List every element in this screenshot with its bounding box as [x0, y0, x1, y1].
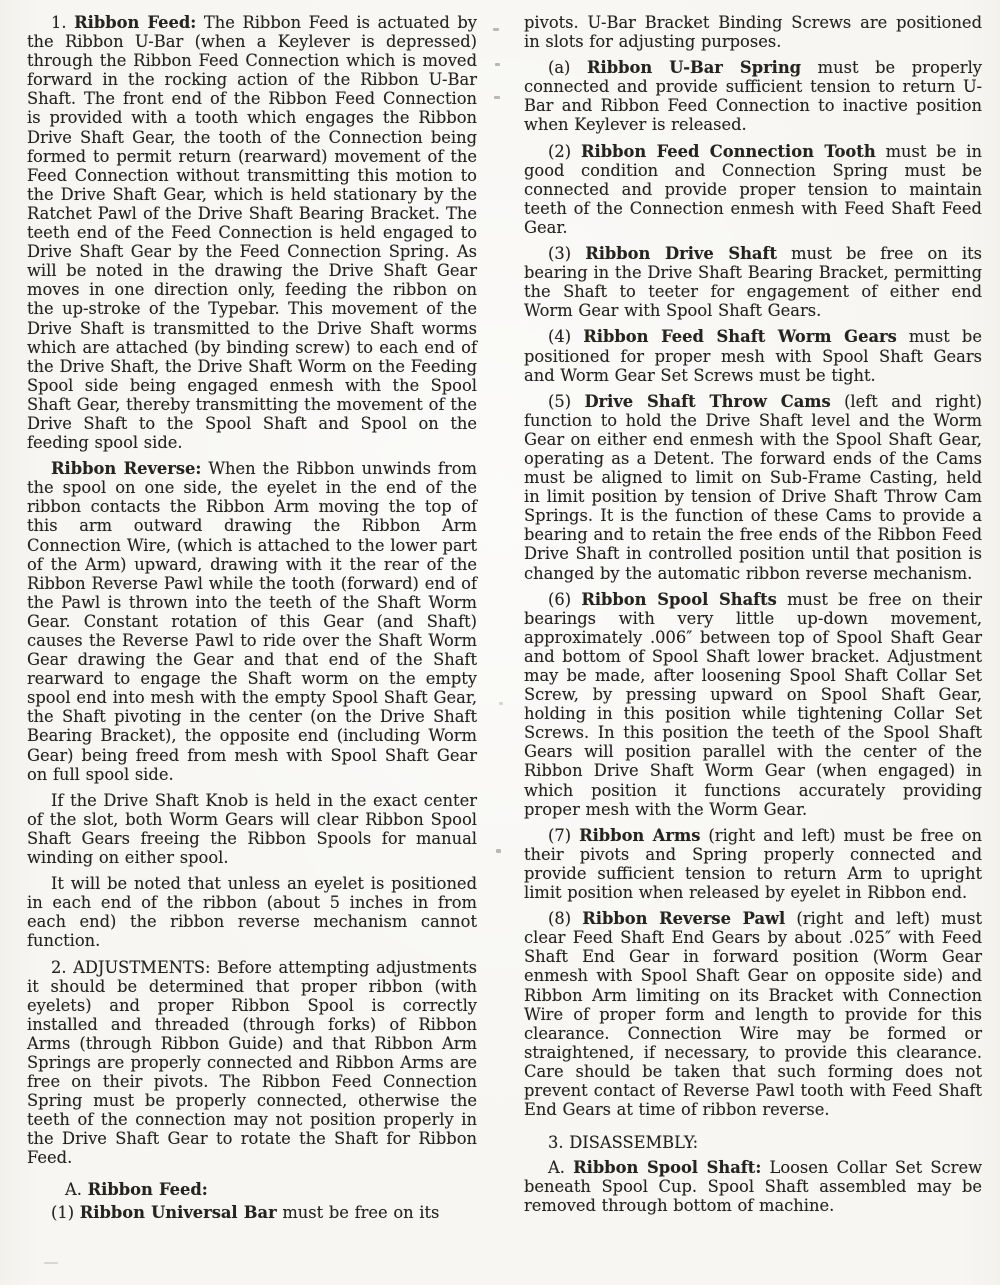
item-6-ribbon-spool-shafts	[524, 590, 982, 819]
text-run: (4)	[548, 327, 584, 347]
para-ribbon-feed	[27, 13, 477, 452]
text-run: When the Ribbon unwinds from the spool on one side, the eyelet in the end of the ribbon contacts the Ribbon Arm moving the top of this arm outward drawing the Ribbon Arm Connection Wire, (which is attached to the lower part of the Arm) upward, drawing with it the rear of the Ribbon Reverse Pawl while the tooth (forward) end of the Pawl is thrown into the teeth of the Shaft Worm Gear. Constant rotation of this Gear (and Shaft) causes the Reverse Pawl to ride over the Shaft Worm Gear drawing the Gear and that end of the Shaft rearward to engage the Shaft worm on the empty spool end into mesh with the empty Spool Shaft Gear, the Shaft pivoting in the center (on the Drive Shaft Bearing Bracket), the opposite end (including Worm Gear) being freed from mesh with Spool Shaft Gear on full spool side.	[27, 459, 477, 784]
bold-run: Ribbon Spool Shaft:	[573, 1158, 762, 1178]
text-run: must be free on its	[276, 1202, 440, 1222]
text-run: (2)	[548, 141, 581, 161]
text-run: (6)	[548, 589, 582, 609]
heading-disassembly	[524, 1133, 982, 1152]
text-run: A.	[548, 1158, 574, 1178]
text-run: If the Drive Shaft Knob is held in the exact center of the slot, both Worm Gears will clear Ribbon Spool Shaft Gears freeing the Ribbon Spools for manual winding on either spool.	[27, 790, 477, 868]
item-1-ribbon-universal-bar	[27, 1203, 477, 1222]
bold-run: Ribbon Feed Shaft Worm Gears	[583, 327, 897, 347]
text-run: A.	[65, 1179, 88, 1199]
text-run: must be properly connected and provide sufficient tension to return U-Bar and Ribbon Feed Connection to inactive position when Keylever is released.	[524, 58, 982, 135]
scan-speck	[495, 63, 500, 66]
para-pivots-continuation	[524, 13, 982, 51]
text-run: must be free on their bearings with very little up-down movement, approximately .006″ between top of Spool Shaft Gear and bottom of Spool Shaft lower bracket. Adjustment may be made, after loosening Spool Shaft Collar Set Screw, by pressing upward on Spool Shaft Gear, holding in this position while tightening Collar Set Screws. In this position the teeth of the Spool Shaft Gears will position parallel with the center of the Ribbon Drive Shaft Worm Gear (when engaged) in which position it functions accurately providing proper mesh with the Worm Gear.	[524, 589, 982, 819]
text-run: must be positioned for proper mesh with Spool Shaft Gears and Worm Gear Set Screws must be tight.	[524, 327, 982, 385]
bold-run: Ribbon U-Bar Spring	[587, 58, 802, 78]
bold-run: Ribbon Spool Shafts	[581, 589, 777, 609]
para-ribbon-reverse	[27, 459, 477, 784]
item-4-ribbon-feed-shaft-worm-gears	[524, 327, 982, 384]
scan-speck	[499, 702, 503, 705]
text-run: Loosen Collar Set Screw beneath Spool Cup. Spool Shaft assembled may be removed through bottom of machine.	[524, 1158, 983, 1216]
text-run: The Ribbon Feed is actuated by the Ribbon U-Bar (when a Keylever is depressed) through the Ribbon Feed Connection which is moved forward in the rocking action of the Ribbon U-Bar Shaft. The front end of the Ribbon Feed Connection is provided with a tooth which engages the Ribbon Drive Shaft Gear, the tooth of the Connection being formed to permit return (rearward) movement of the Feed Connection without transmitting this motion to the Drive Shaft Gear, which is held stationary by the Ratchet Pawl of the Drive Shaft Bearing Bracket. The teeth end of the Feed Connection is held engaged to Drive Shaft Gear by the Feed Connection Spring. As will be noted in the drawing the Drive Shaft Gear moves in one direction only, feeding the ribbon on the up-stroke of the Typebar. This movement of the Drive Shaft is transmitted to the Drive Shaft worms which are attached (by binding screw) to each end of the Drive Shaft, the Drive Shaft Worm on the Feeding Spool side being engaged enmesh with the Spool Shaft Gear, thereby transmitting the movement of the Drive Shaft to the Spool Shaft and Spool on the feeding spool side.	[27, 13, 477, 453]
right-column	[524, 13, 982, 1223]
item-3-ribbon-drive-shaft	[524, 244, 982, 320]
item-7-ribbon-arms	[524, 826, 982, 902]
text-run: 1.	[51, 13, 75, 32]
item-a-ribbon-spool-shaft	[524, 1158, 982, 1215]
bold-run: Ribbon Feed Connection Tooth	[580, 141, 876, 161]
bold-run: Ribbon Feed:	[74, 13, 197, 32]
text-run: (right and left) must be free on their pivots and Spring properly connected and provide sufficient tension to return Arm to upright limit position when released by eyelet in Ribbon end.	[524, 825, 982, 903]
left-column	[27, 13, 477, 1229]
text-run: (right and left) must clear Feed Shaft End Gears by about .025″ with Feed Shaft End Gear in forward position (Worm Gear enmesh with Spool Shaft Gear on opposite side) and Ribbon Arm limiting on its Bracket with Connection Wire of proper form and length to provide for this clearance. Connection Wire may be formed or straightened, if necessary, to provide this clearance. Care should be taken that such forming does not prevent contact of Reverse Pawl tooth with Feed Shaft End Gears at time of ribbon reverse.	[524, 909, 982, 1120]
para-adjustments	[27, 958, 477, 1168]
text-run: (8)	[548, 909, 583, 929]
text-run: (3)	[548, 244, 586, 264]
text-run: must be in good condition and Connection Spring must be connected and provide proper tension to maintain teeth of the Connection enmesh with Feed Shaft Feed Gear.	[524, 141, 982, 237]
bold-run: Ribbon Drive Shaft	[585, 244, 777, 264]
para-eyelet-note	[27, 874, 477, 950]
scan-speck	[44, 1262, 58, 1264]
bold-run: Ribbon Universal Bar	[79, 1202, 277, 1222]
item-5-drive-shaft-throw-cams	[524, 392, 982, 583]
bold-run: Ribbon Reverse:	[51, 459, 202, 479]
text-run: It will be noted that unless an eyelet is positioned in each end of the ribbon (about 5 inches in from each end) the ribbon reverse mechanism cannot function.	[27, 874, 477, 951]
text-run: 3. DISASSEMBLY:	[548, 1133, 699, 1153]
text-run: must be free on its bearing in the Drive Shaft Bearing Bracket, permitting the Shaft to teeter for engagement of either end Worm Gear with Spool Shaft Gears.	[524, 244, 982, 321]
bold-run: Ribbon Feed:	[87, 1179, 208, 1199]
text-run: (left and right) function to hold the Drive Shaft level and the Worm Gear on either end enmesh with the Spool Shaft Gear, operating as a Detent. The forward ends of the Cams must be aligned to limit on Sub-Frame Casting, held in limit position by tension of Drive Shaft Throw Cam Springs. It is the function of these Cams to provide a bearing and to retain the free ends of the Ribbon Feed Drive Shaft in controlled position until that position is changed by the automatic ribbon reverse mechanism.	[524, 391, 982, 583]
bold-run: Ribbon Reverse Pawl	[582, 909, 786, 929]
para-drive-shaft-knob	[27, 791, 477, 867]
item-2-ribbon-feed-connection-tooth	[524, 142, 982, 237]
heading-ribbon-feed	[27, 1180, 477, 1199]
bold-run: Ribbon Arms	[579, 825, 701, 845]
bold-run: Drive Shaft Throw Cams	[584, 391, 831, 411]
text-run: (a)	[548, 58, 588, 78]
text-run: (5)	[548, 391, 585, 411]
scan-speck	[493, 28, 499, 31]
scan-speck	[496, 849, 501, 853]
scan-speck	[494, 96, 500, 99]
item-a-ribbon-u-bar-spring	[524, 58, 982, 134]
text-run: 2. ADJUSTMENTS: Before attempting adjustments it should be determined that proper ribbon (with eyelets) and proper Ribbon Spool is correctly installed and threaded (through forks) of Ribbon Arms (through Ribbon Guide) and that Ribbon Arm Springs are properly connected and Ribbon Arms are free on their pivots. The Ribbon Feed Connection Spring must be properly connected, otherwise the teeth of the connection may not position properly in the Drive Shaft Gear to rotate the Shaft for Ribbon Feed.	[27, 957, 477, 1168]
text-run: (7)	[548, 825, 580, 845]
item-8-ribbon-reverse-pawl	[524, 909, 982, 1119]
text-run: pivots. U-Bar Bracket Binding Screws are positioned in slots for adjusting purposes.	[524, 13, 982, 52]
text-run: (1)	[51, 1202, 80, 1222]
